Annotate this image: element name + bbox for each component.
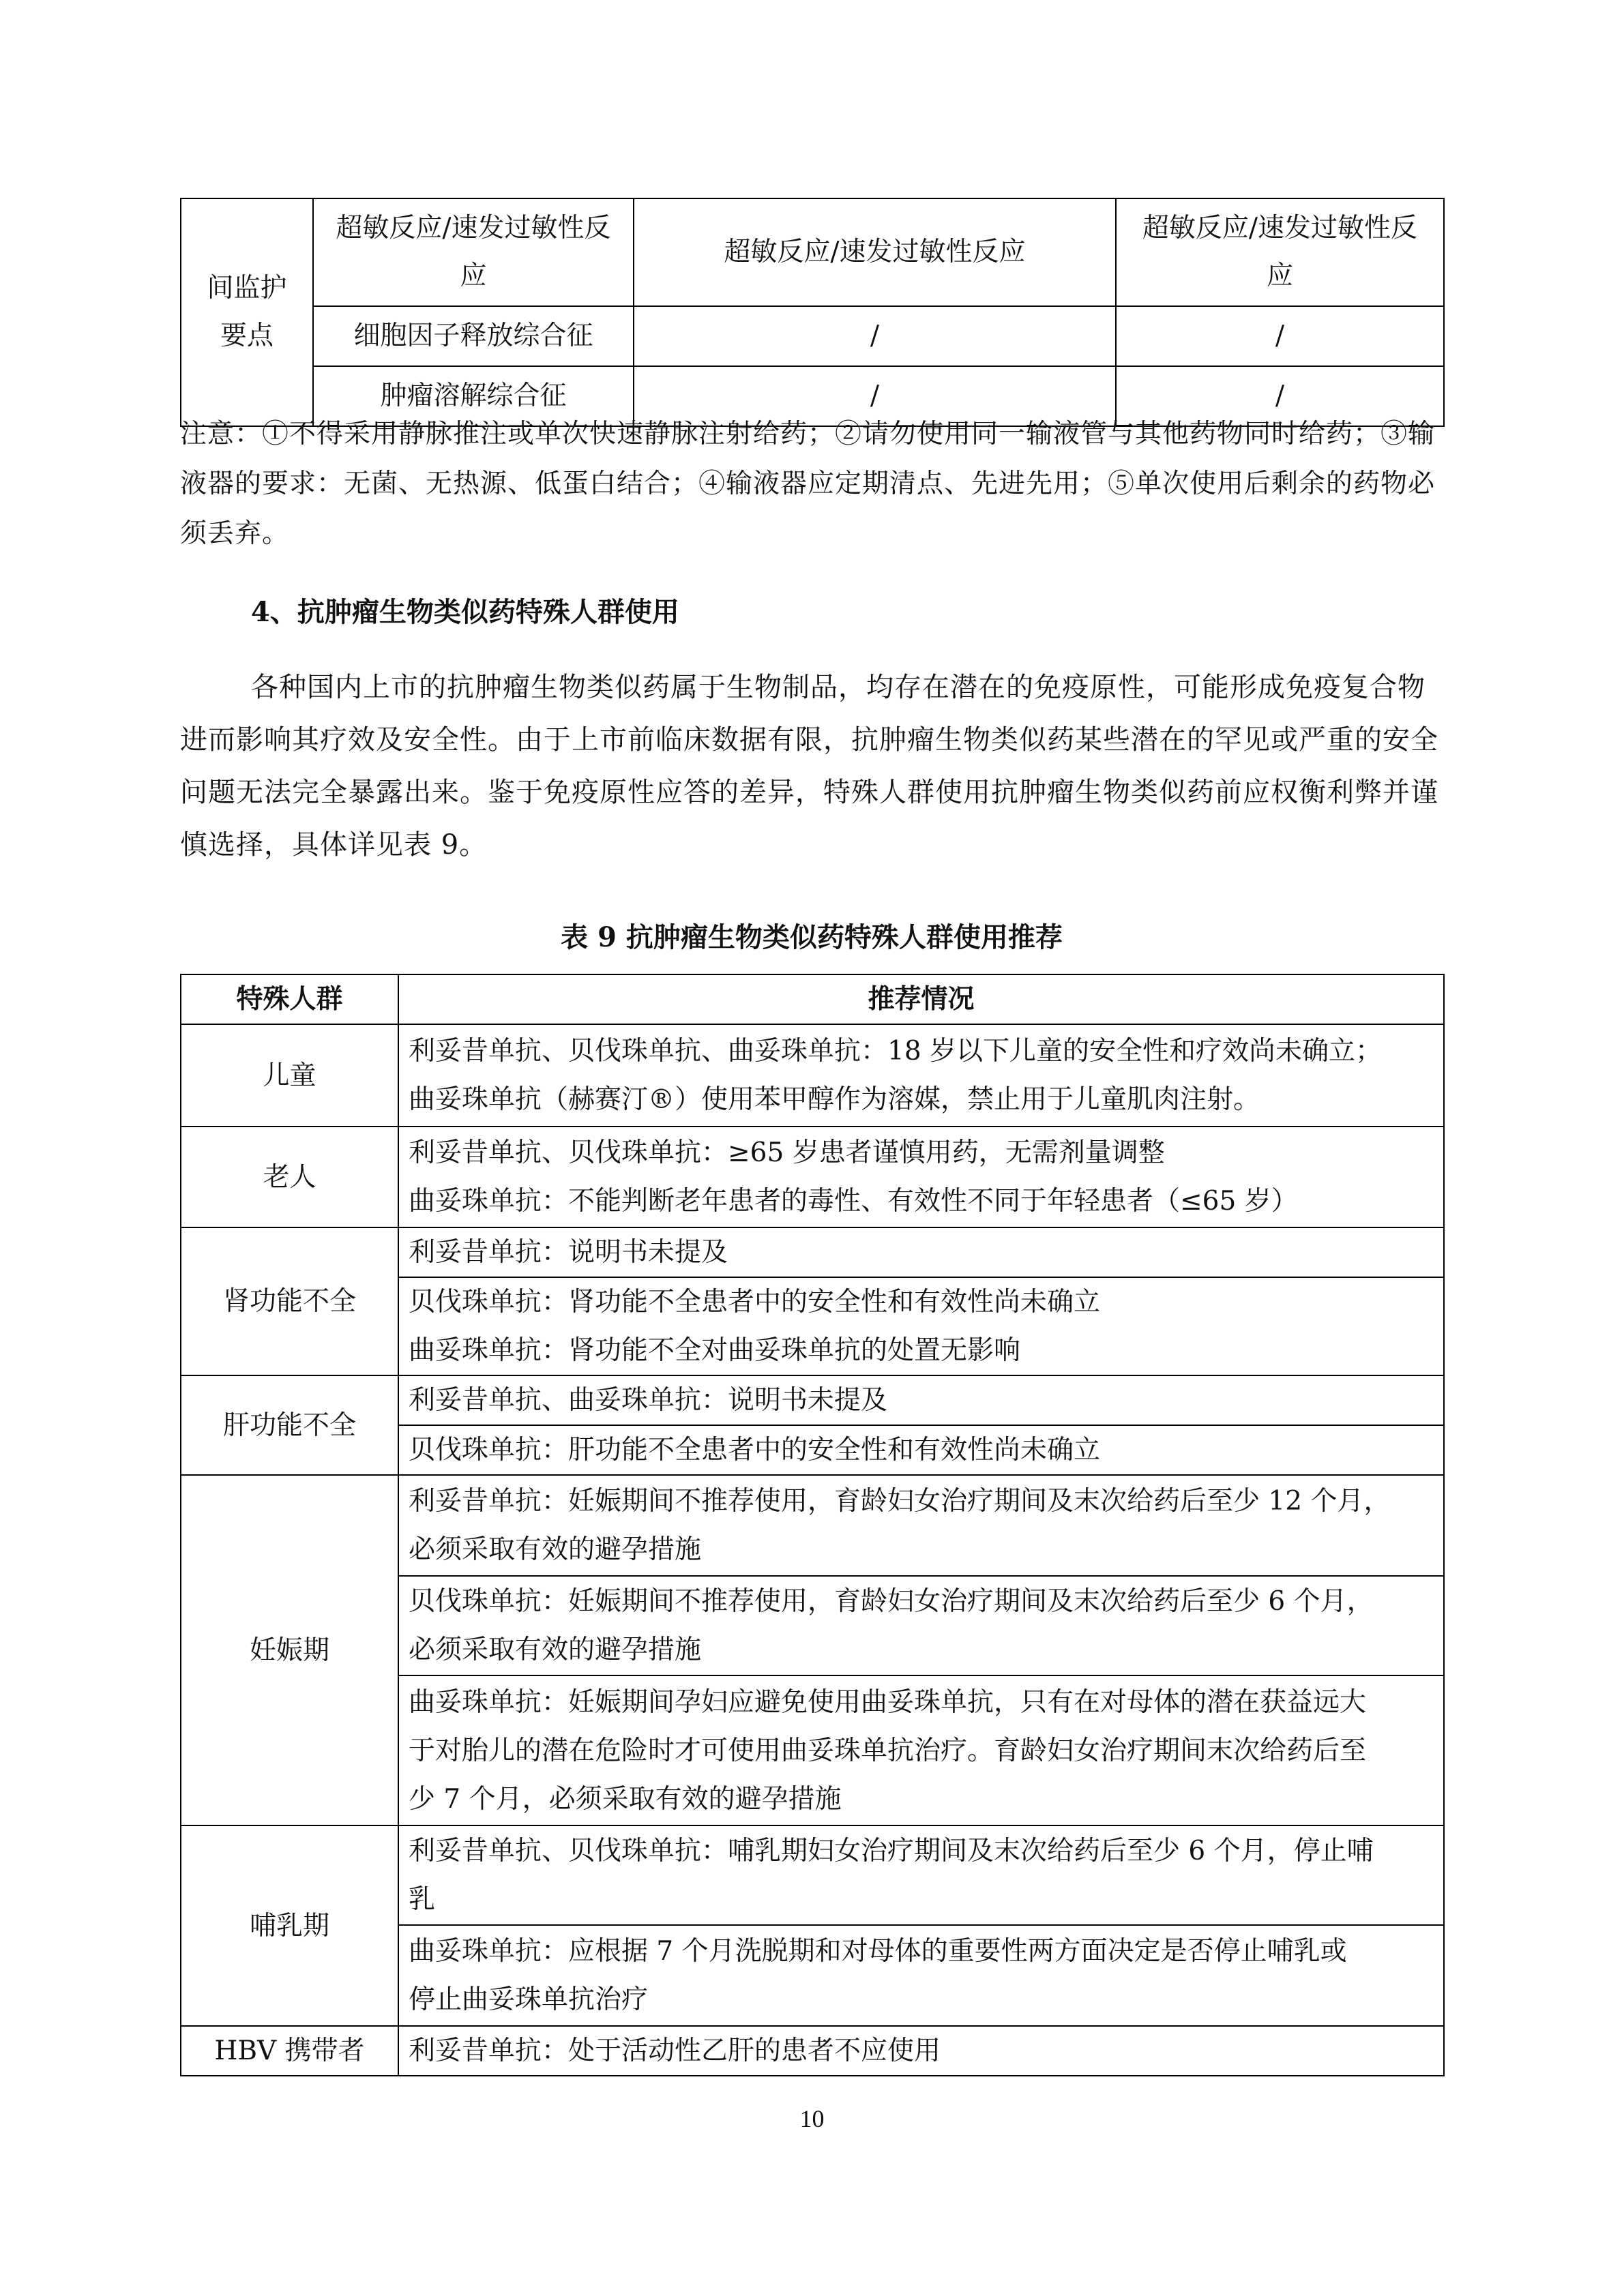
group-renal: 肾功能不全 <box>181 1227 398 1375</box>
table-cell: / <box>1116 306 1444 366</box>
recommendation-cell <box>398 1475 1444 1576</box>
usage-note: 注意：①不得采用静脉推注或单次快速静脉注射给药；②请勿使用同一输液管与其他药物同时给药；③输液器的要求：无菌、无热源、低蛋白结合；④输液器应定期清点、先进先用；⑤单次使用后剩余的药物必须丢弃。 <box>180 419 1436 549</box>
recommendation-cell <box>398 1024 1444 1127</box>
recommendation-cell: 贝伐珠单抗：肝功能不全患者中的安全性和有效性尚未确立 <box>398 1425 1444 1475</box>
recommendation-line: 曲妥珠单抗：不能判断老年患者的毒性、有效性不同于年轻患者（≤65 岁） <box>409 1186 1298 1217</box>
table-row-pregnancy <box>181 1475 1444 1576</box>
table-row-children <box>181 1024 1444 1127</box>
recommendation-line: 必须采取有效的避孕措施 <box>409 1534 702 1565</box>
table-cell: 肿瘤溶解综合征 <box>313 366 634 426</box>
recommendation-line: 曲妥珠单抗（赫赛汀®）使用苯甲醇作为溶媒，禁止用于儿童肌肉注射。 <box>409 1084 1260 1115</box>
table-row-hepatic <box>181 1375 1444 1425</box>
monitoring-table <box>180 198 1445 427</box>
monitoring-label-line1: 间监护 <box>207 273 287 303</box>
header-recommendation: 推荐情况 <box>398 974 1444 1024</box>
recommendation-line: 贝伐珠单抗：妊娠期间不推荐使用，育龄妇女治疗期间及末次给药后至少 6 个月， <box>409 1586 1374 1617</box>
recommendation-cell: 利妥昔单抗、曲妥珠单抗：说明书未提及 <box>398 1375 1444 1425</box>
group-children: 儿童 <box>181 1024 398 1127</box>
recommendation-line: 停止曲妥珠单抗治疗 <box>409 1984 649 2015</box>
table-cell: / <box>1116 366 1444 426</box>
table-cell: / <box>634 366 1116 426</box>
recommendation-line: 乳 <box>409 1884 436 1915</box>
table-row <box>181 198 1444 306</box>
recommendation-cell <box>398 1825 1444 1925</box>
table-row-hbv <box>181 2026 1444 2076</box>
table-row-lactation <box>181 1825 1444 1925</box>
recommendation-line: 少 7 个月，必须采取有效的避孕措施 <box>409 1783 842 1815</box>
recommendation-line: 利妥昔单抗、贝伐珠单抗、曲妥珠单抗：18 岁以下儿童的安全性和疗效尚未确立； <box>409 1036 1383 1067</box>
page-number: 10 <box>799 2105 825 2132</box>
group-elderly: 老人 <box>181 1127 398 1227</box>
body-paragraph: 各种国内上市的抗肿瘤生物类似药属于生物制品，均存在潜在的免疫原性，可能形成免疫复合物进而影响其疗效及安全性。由于上市前临床数据有限，抗肿瘤生物类似药某些潜在的罕见或严重的安全问题无法完全暴露出来。鉴于免疫原性应答的差异，特殊人群使用抗肿瘤生物类似药前应权衡利弊并谨慎选择，具体详见表 9。 <box>180 672 1438 861</box>
recommendation-cell <box>398 1576 1444 1675</box>
table-cell: 细胞因子释放综合征 <box>313 306 634 366</box>
monitoring-label-cell <box>181 198 313 426</box>
recommendation-line: 利妥昔单抗、贝伐珠单抗：≥65 岁患者谨慎用药，无需剂量调整 <box>409 1137 1165 1168</box>
group-hbv: HBV 携带者 <box>181 2026 398 2076</box>
recommendation-line: 必须采取有效的避孕措施 <box>409 1635 702 1665</box>
table-header-row <box>181 974 1444 1024</box>
recommendation-cell: 利妥昔单抗：说明书未提及 <box>398 1227 1444 1277</box>
section-heading: 4、抗肿瘤生物类似药特殊人群使用 <box>251 596 679 628</box>
recommendation-cell <box>398 1675 1444 1825</box>
recommendation-line: 曲妥珠单抗：妊娠期间孕妇应避免使用曲妥珠单抗，只有在对母体的潜在获益远大 <box>409 1686 1367 1718</box>
group-lactation: 哺乳期 <box>181 1825 398 2026</box>
recommendation-line: 于对胎儿的潜在危险时才可使用曲妥珠单抗治疗。育龄妇女治疗期间末次给药后至 <box>409 1735 1367 1766</box>
recommendation-cell: 曲妥珠单抗：肾功能不全对曲妥珠单抗的处置无影响 <box>398 1326 1444 1375</box>
monitoring-label-line2: 要点 <box>220 320 274 351</box>
recommendation-line: 利妥昔单抗、贝伐珠单抗：哺乳期妇女治疗期间及末次给药后至少 6 个月，停止哺 <box>409 1836 1374 1866</box>
header-special-population: 特殊人群 <box>181 974 398 1024</box>
table-cell: 超敏反应/速发过敏性反应 <box>634 198 1116 306</box>
recommendation-cell: 利妥昔单抗：处于活动性乙肝的患者不应使用 <box>398 2026 1444 2076</box>
special-population-table <box>180 974 1445 2076</box>
group-hepatic: 肝功能不全 <box>181 1375 398 1475</box>
recommendation-line: 曲妥珠单抗：应根据 7 个月洗脱期和对母体的重要性两方面决定是否停止哺乳或 <box>409 1936 1347 1967</box>
group-pregnancy: 妊娠期 <box>181 1475 398 1825</box>
table-cell: 超敏反应/速发过敏性反应 <box>313 198 634 306</box>
table-row-renal <box>181 1227 1444 1277</box>
table-row-elderly <box>181 1127 1444 1227</box>
table-cell: 超敏反应/速发过敏性反应 <box>1116 198 1444 306</box>
table-cell: / <box>634 306 1116 366</box>
table-caption: 表 9 抗肿瘤生物类似药特殊人群使用推荐 <box>561 921 1063 953</box>
recommendation-cell: 贝伐珠单抗：肾功能不全患者中的安全性和有效性尚未确立 <box>398 1277 1444 1326</box>
recommendation-cell <box>398 1925 1444 2026</box>
recommendation-cell <box>398 1127 1444 1227</box>
table-row <box>181 306 1444 366</box>
recommendation-line: 利妥昔单抗：妊娠期间不推荐使用，育龄妇女治疗期间及末次给药后至少 12 个月， <box>409 1486 1391 1517</box>
